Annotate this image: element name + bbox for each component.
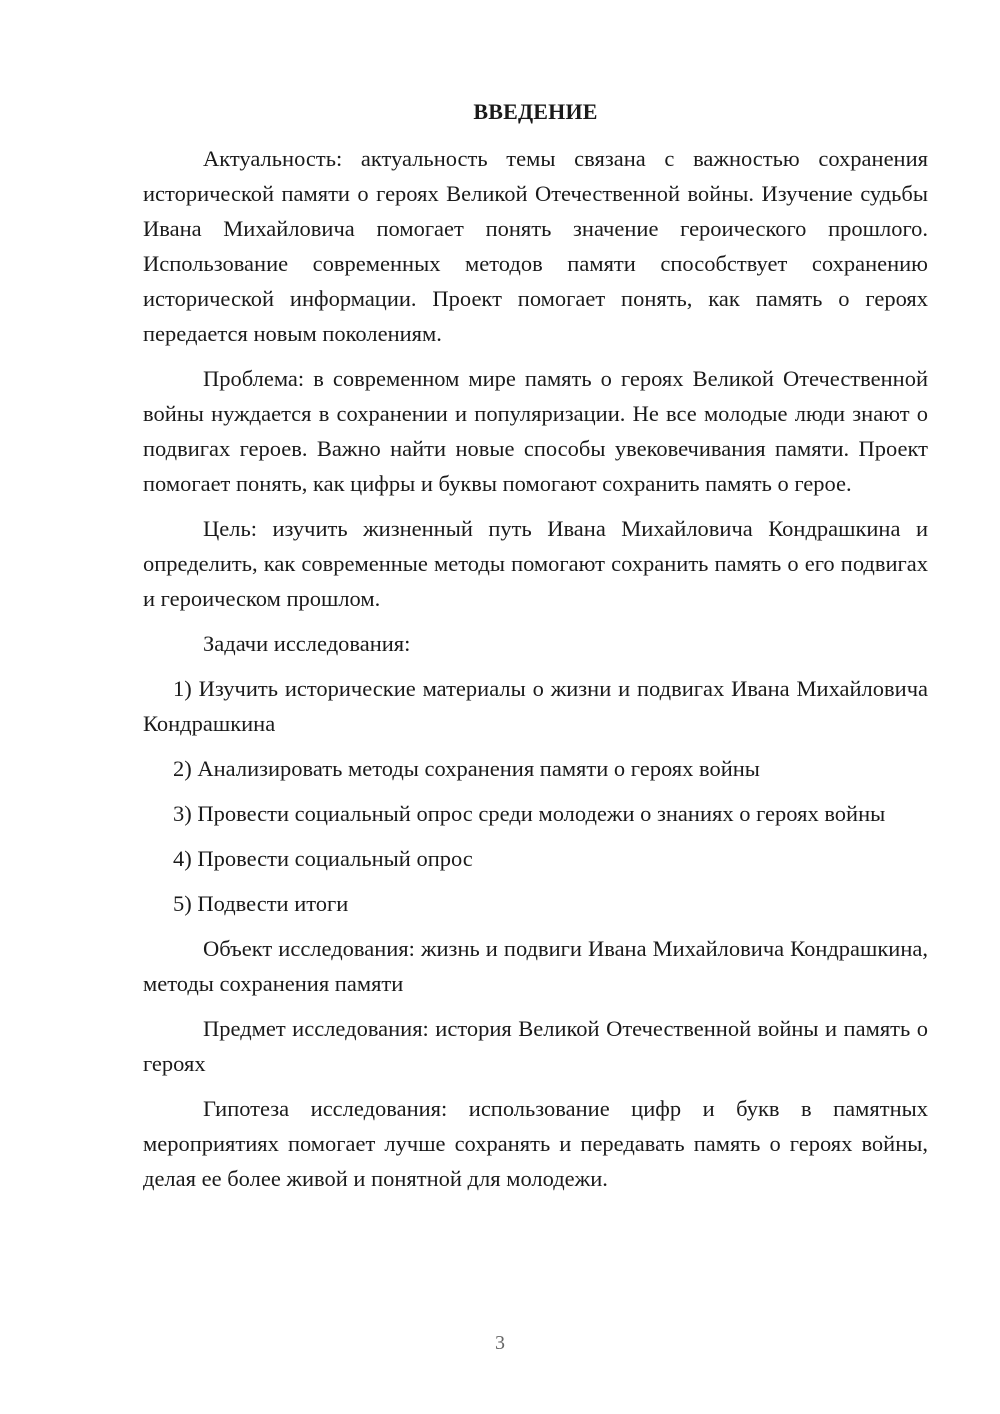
goal-paragraph: Цель: изучить жизненный путь Ивана Михайловича Кондрашкина и определить, как современные методы помогают сохранить память о его подвигах и героическом прошлом. xyxy=(143,516,928,611)
task-item-3: 3) Провести социальный опрос среди молодежи о знаниях о героях войны xyxy=(173,801,886,826)
page-number: 3 xyxy=(495,1332,505,1354)
page-title: ВВЕДЕНИЕ xyxy=(473,99,598,124)
task-item-2: 2) Анализировать методы сохранения памяти о героях войны xyxy=(173,756,760,781)
problem-paragraph: Проблема: в современном мире память о героях Великой Отечественной войны нуждается в сохранении и популяризации. Не все молодые люди знают о подвигах героев. Важно найти новые способы увековечивания памяти. Проект помогает понять, как цифры и буквы помогают сохранить память о герое. xyxy=(143,366,928,496)
subject-paragraph: Предмет исследования: история Великой Отечественной войны и память о героях xyxy=(143,1016,928,1076)
object-paragraph: Объект исследования: жизнь и подвиги Ивана Михайловича Кондрашкина, методы сохранения памяти xyxy=(143,936,928,996)
relevance-paragraph: Актуальность: актуальность темы связана с важностью сохранения исторической памяти о героях Великой Отечественной войны. Изучение судьбы Ивана Михайловича помогает понять значение героического прошлого. Использование современных методов памяти способствует сохранению исторической информации. Проект помогает понять, как память о героях передается новым поколениям. xyxy=(143,146,928,346)
document-page xyxy=(143,94,928,1206)
task-item-1: 1) Изучить исторические материалы о жизни и подвигах Ивана Михайловича Кондрашкина xyxy=(143,676,928,736)
task-item-5: 5) Подвести итоги xyxy=(173,891,349,916)
task-item-4: 4) Провести социальный опрос xyxy=(173,846,473,871)
tasks-heading: Задачи исследования: xyxy=(203,631,411,656)
hypothesis-paragraph: Гипотеза исследования: использование цифр и букв в памятных мероприятиях помогает лучше сохранять и передавать память о героях войны, делая ее более живой и понятной для молодежи. xyxy=(143,1096,928,1191)
